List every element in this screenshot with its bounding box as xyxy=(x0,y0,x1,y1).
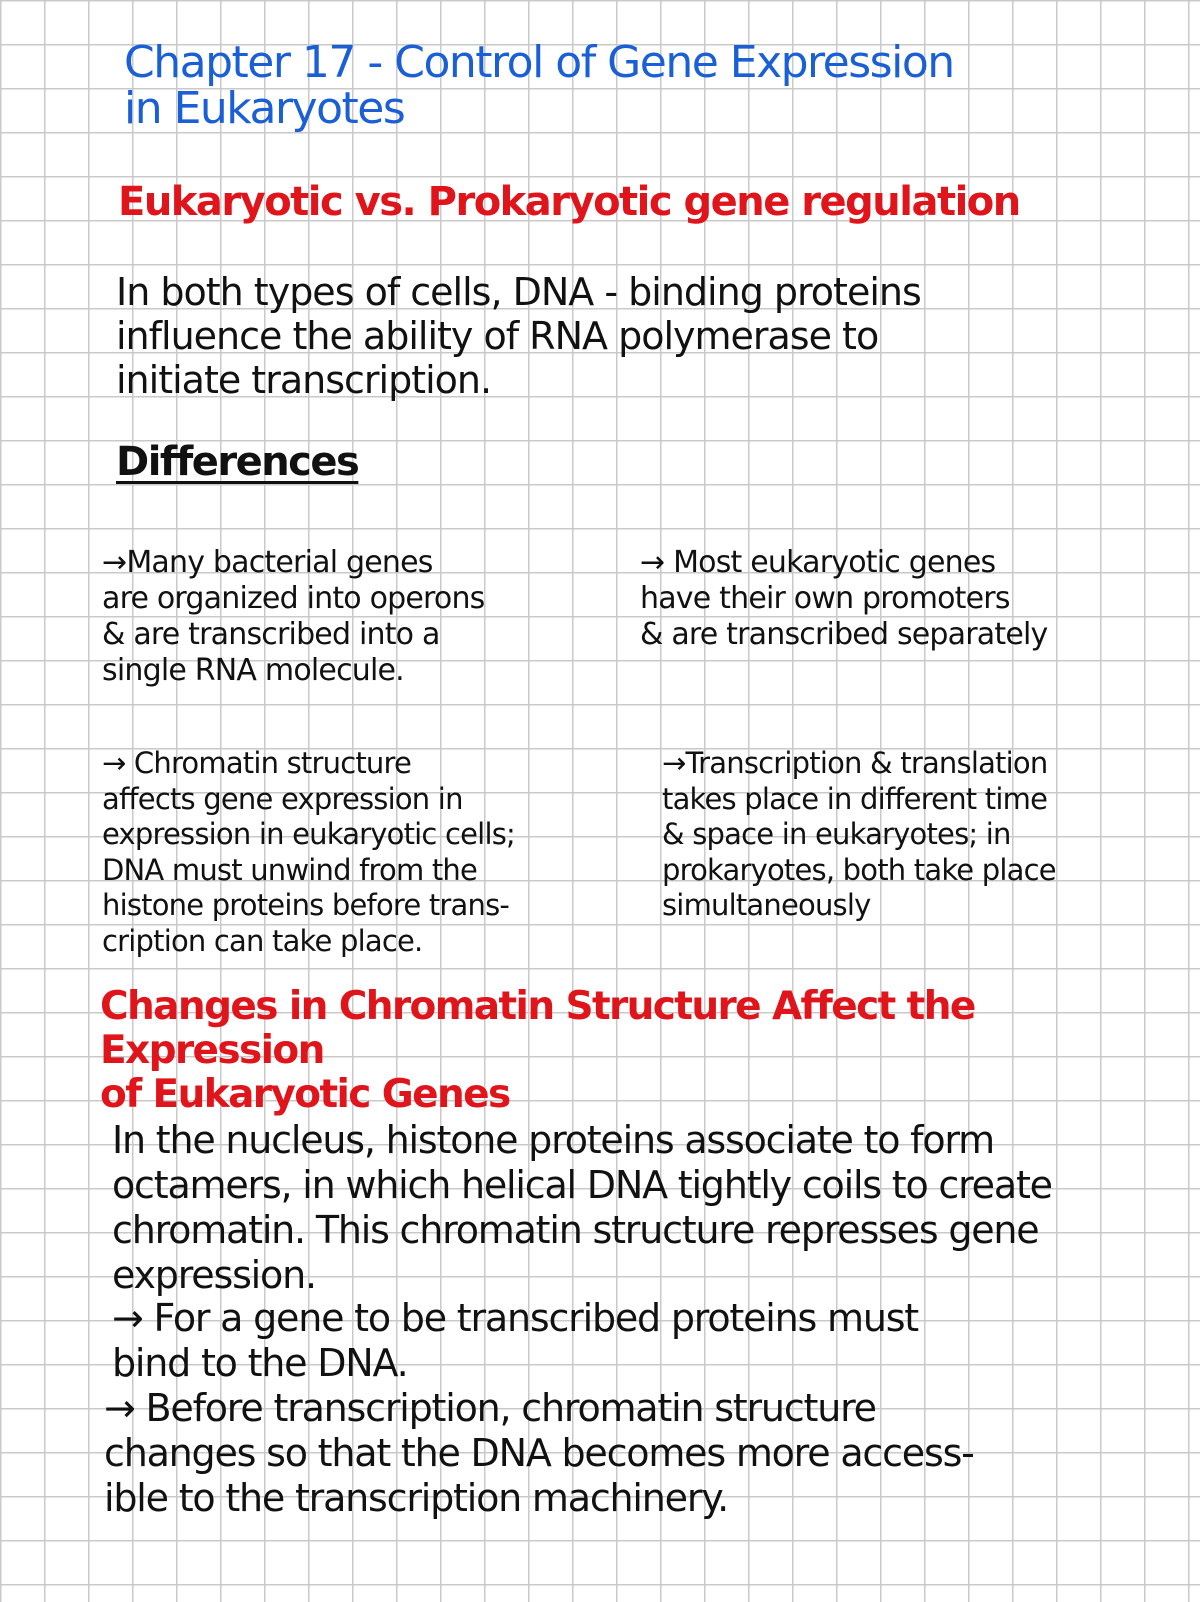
section-heading-chromatin: Changes in Chromatin Structure Affect the Expression of Eukaryotic Genes xyxy=(100,984,975,1117)
section-heading-gene-regulation: Eukaryotic vs. Prokaryotic gene regulation xyxy=(118,179,1020,225)
intro-paragraph: In both types of cells, DNA - binding proteins influence the ability of RNA polymerase to initiate transcription. xyxy=(116,270,921,402)
differences-heading: Differences xyxy=(116,439,359,485)
difference-point-operons: →Many bacterial genes are organized into operons & are transcribed into a single RNA molecule. xyxy=(102,545,485,688)
difference-point-promoters: → Most eukaryotic genes have their own promoters & are transcribed separately xyxy=(640,545,1048,652)
difference-point-chromatin: → Chromatin structure affects gene expression in expression in eukaryotic cells; DNA must unwind from the histone proteins before trans- cription can take place. xyxy=(102,746,515,958)
difference-point-transcription-translation: →Transcription & translation takes place in different time & space in eukaryotes; in prokaryotes, both take place simultaneously xyxy=(662,746,1056,922)
page-title: Chapter 17 - Control of Gene Expression in Eukaryotes xyxy=(124,37,954,134)
chromatin-bullet-binding: → For a gene to be transcribed proteins must bind to the DNA. xyxy=(112,1296,919,1385)
chromatin-bullet-accessibility: → Before transcription, chromatin structure changes so that the DNA becomes more access- ible to the transcription machinery. xyxy=(104,1386,974,1520)
chromatin-paragraph: In the nucleus, histone proteins associate to form octamers, in which helical DNA tightly coils to create chromatin. This chromatin structure represses gene expression. xyxy=(112,1118,1052,1297)
